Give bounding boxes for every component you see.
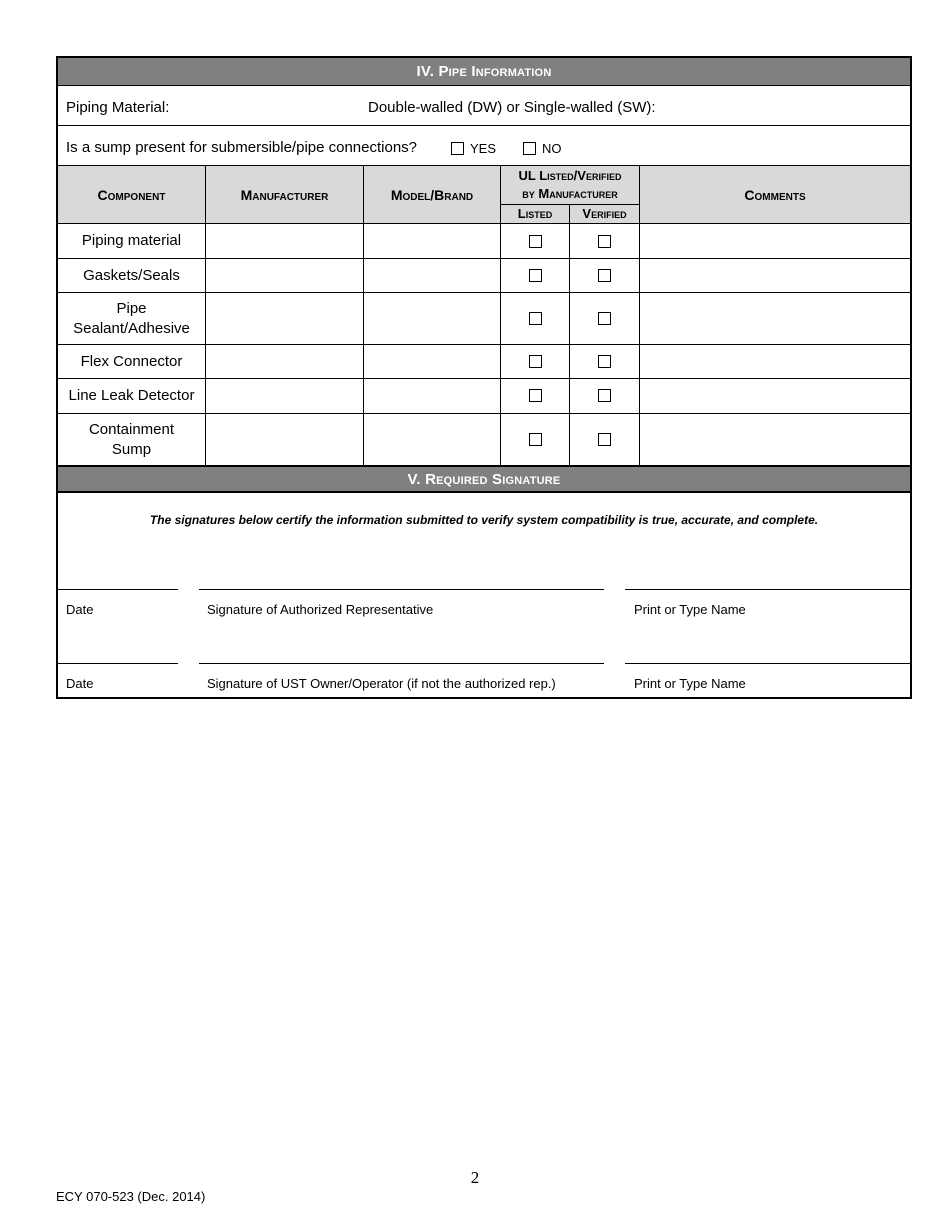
- divider: [58, 491, 910, 493]
- section-iv-title: IV. Pipe Information: [416, 63, 552, 80]
- wall-type-label: Double-walled (DW) or Single-walled (SW):: [368, 99, 656, 116]
- table-row-component: Pipe Sealant/Adhesive: [73, 299, 190, 337]
- section-v-title: V. Required Signature: [407, 470, 561, 488]
- header-ul-line1: UL Listed/Verified: [518, 168, 622, 183]
- signature-line[interactable]: [199, 663, 604, 664]
- header-comments: Comments: [744, 186, 806, 203]
- divider: [639, 166, 640, 466]
- header-listed: Listed: [517, 206, 553, 221]
- divider: [58, 85, 910, 86]
- name-label: Print or Type Name: [634, 602, 746, 617]
- certification-statement: The signatures below certify the information submitted to verify system compatibility is true, accurate, and complete.: [149, 513, 819, 527]
- listed-checkbox[interactable]: [529, 433, 542, 446]
- signature-label: Signature of Authorized Representative: [207, 602, 434, 617]
- table-row-component: Flex Connector: [80, 352, 183, 370]
- listed-checkbox[interactable]: [529, 355, 542, 368]
- table-row-component: Containment Sump: [88, 420, 175, 458]
- divider: [205, 166, 206, 466]
- verified-checkbox[interactable]: [598, 269, 611, 282]
- sump-yes-label: YES: [470, 141, 497, 156]
- verified-checkbox[interactable]: [598, 235, 611, 248]
- page-number: 2: [470, 1168, 480, 1187]
- verified-checkbox[interactable]: [598, 312, 611, 325]
- listed-checkbox[interactable]: [529, 235, 542, 248]
- section-v-header: [58, 467, 910, 491]
- divider: [500, 166, 501, 466]
- header-manufacturer: Manufacturer: [240, 186, 329, 203]
- header-ul-group: [501, 166, 639, 204]
- table-row-component: Gaskets/Seals: [83, 266, 180, 284]
- header-verified: Verified: [582, 206, 627, 221]
- form-code: ECY 070-523 (Dec. 2014): [56, 1189, 206, 1204]
- date-line[interactable]: [58, 663, 178, 664]
- divider: [58, 125, 910, 126]
- listed-checkbox[interactable]: [529, 312, 542, 325]
- header-model-brand: Model/Brand: [390, 186, 474, 203]
- table-row-component: Line Leak Detector: [68, 387, 195, 404]
- signature-line[interactable]: [199, 589, 604, 590]
- name-label: Print or Type Name: [634, 676, 746, 691]
- divider: [501, 204, 639, 205]
- header-ul-line2: by Manufacturer: [522, 186, 618, 201]
- sump-no-checkbox[interactable]: [523, 142, 536, 155]
- sump-yes-checkbox[interactable]: [451, 142, 464, 155]
- piping-material-label: Piping Material:: [66, 99, 170, 116]
- verified-checkbox[interactable]: [598, 355, 611, 368]
- date-label: Date: [66, 602, 94, 617]
- table-row-component: Piping material: [81, 232, 182, 249]
- listed-checkbox[interactable]: [529, 269, 542, 282]
- verified-checkbox[interactable]: [598, 433, 611, 446]
- divider: [363, 166, 364, 466]
- date-label: Date: [66, 676, 94, 691]
- pipe-information-form: [56, 56, 912, 699]
- signature-label: Signature of UST Owner/Operator (if not the authorized rep.): [207, 676, 556, 691]
- header-component: Component: [97, 186, 166, 203]
- listed-checkbox[interactable]: [529, 389, 542, 402]
- name-line[interactable]: [625, 663, 910, 664]
- sump-no-label: NO: [542, 141, 562, 156]
- name-line[interactable]: [625, 589, 910, 590]
- divider: [569, 204, 570, 466]
- date-line[interactable]: [58, 589, 178, 590]
- sump-question: Is a sump present for submersible/pipe connections?: [66, 139, 418, 156]
- section-iv-header: [58, 58, 910, 85]
- verified-checkbox[interactable]: [598, 389, 611, 402]
